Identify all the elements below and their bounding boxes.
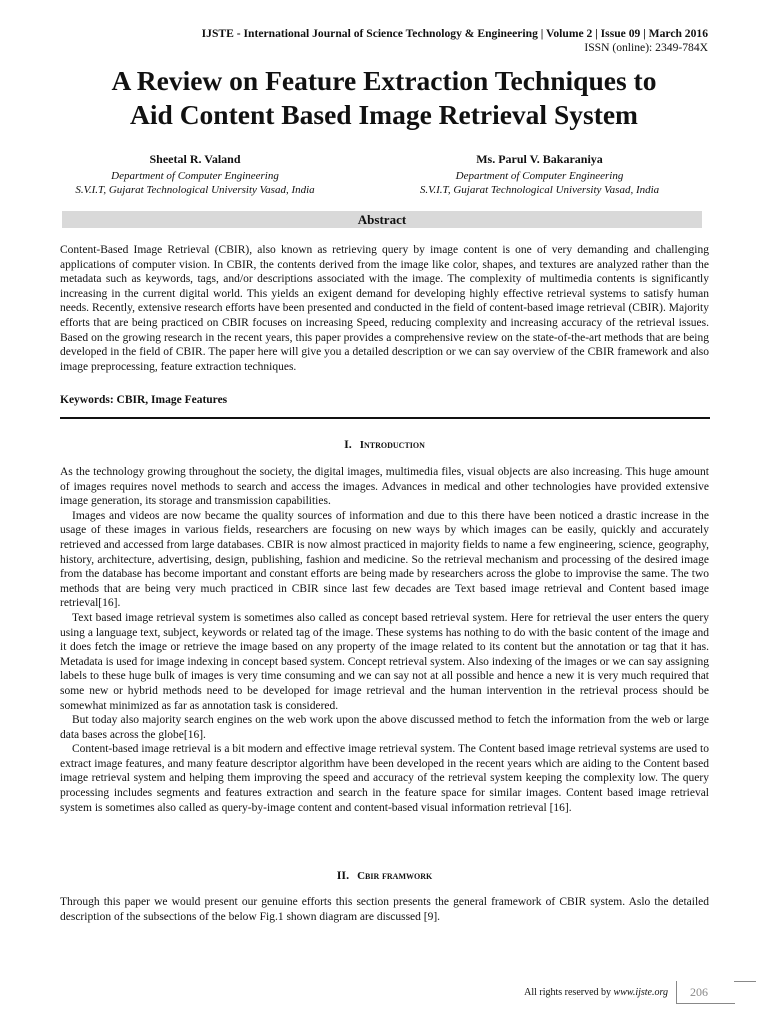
section-number: II. (336, 868, 350, 882)
paragraph: Text based image retrieval system is sometimes also called as concept based retrieval system. Here for retrieval the user enters the query using a language text, subject, keywords or related tag of the image. These systems has nothing to do with the basic content of the image and it does fetch the image or retrieve the image based on any property of the image related to its content but the annotation or tag that it has. Metadata is used for image indexing in concept based system. Concept retrieval system. Also indexing of the images or we can say assigning labels to these huge bulk of images is very time consuming and we can say not at all possible and hence a new it is very much required that some new or hybrid methods need to be developed for image retrieval and the human intervention in the retrieval process should be somewhat minimized as far as annotation task is considered. (60, 611, 709, 712)
title-line-1: A Review on Feature Extraction Techniques to (111, 65, 657, 96)
paragraph: Content-based image retrieval is a bit modern and effective image retrieval system. The Content based image retrieval systems are used to extract image features, and many feature descriptor algorithm have been developed in the recent years which are aiding to the Content based image retrieval system and helping them improving the speed and accuracy of the retrieval system keeping the complexity low. The query processing includes segments and features extraction and search in the feature space for similar images. Content based image retrieval system is sometimes also called as query-by-image content and content-based visual information retrieval [16]. (60, 743, 709, 814)
paragraph: But today also majority search engines on the web work upon the above discussed method to fetch the information from the web or large data bases across the globe[16]. (60, 714, 709, 741)
paper-title (40, 64, 728, 132)
divider-rule (60, 417, 710, 419)
title-line-2: Aid Content Based Image Retrieval System (130, 99, 638, 130)
issn-line: ISSN (online): 2349-784X (584, 41, 708, 54)
page-corner-line (734, 981, 756, 1004)
author-2 (397, 152, 682, 197)
author-name: Sheetal R. Valand (149, 152, 241, 166)
author-1 (60, 152, 330, 197)
framework-body (60, 895, 709, 924)
author-department: Department of Computer Engineering (111, 170, 279, 182)
paragraph: Images and videos are now became the quality sources of information and due to this there have been noticed a drastic increase in the usage of these images in various fields, researchers are focusing on new ways by which images can be easily, quickly and accurately retrieved and accessed from large databases. CBIR is now almost practiced in majority fields to name a few engineering, science, geography, history, architecture, advertising, design, publishing, fashion and medicine. So the retrieval mechanism and processing of the desired image from the database has become important and constant efforts are being made by researchers across the globe to improvise the same. The two methods that are being very much practiced in CBIR since last few decades are Text based image retrieval and Content based image retrieval[16]. (60, 509, 709, 610)
paragraph: Through this paper we would present our genuine efforts this section presents the general framework of CBIR system. Aslo the detailed description of the subsections of the below Fig.1 shown diagram are discussed [9]. (60, 896, 709, 923)
rights-text: All rights reserved by (524, 987, 614, 998)
abstract-text (60, 243, 709, 374)
section-heading-framework (60, 868, 709, 883)
author-institution: S.V.I.T, Gujarat Technological University Vasad, India (75, 184, 315, 196)
introduction-body (60, 465, 709, 815)
author-institution: S.V.I.T, Gujarat Technological University Vasad, India (419, 184, 660, 196)
section-title: Cbir framwork (357, 870, 433, 882)
abstract-paragraph: Content-Based Image Retrieval (CBIR), also known as retrieving query by image content is one of very demanding and challenging applications of computer vision. In CBIR, the contents derived from the image like color, shapes, and textures are analyzed rather than the metadata such as keywords, tags, and/or descriptions associated with the image. The complexity of multimedia contents is significantly increasing in the current digital world. This yields an exigent demand for developing highly effective retrieval systems to satisfy human needs. Recently, extensive research efforts have been presented and conducted in the field of content-based image retrieval (CBIR). Majority efforts that are being practiced on CBIR focuses on increasing Speed, reducing complexity and increasing accuracy of the retrieval issues. Based on the growing research in the recent years, this paper provides a comprehensive review on the state-of-the-art methods that are being developed in the field of CBIR. The paper here will give you a detailed description or we can say overview of the CBIR framework and also image preprocessing, feature extraction techniques. (60, 244, 709, 373)
author-department: Department of Computer Engineering (455, 170, 624, 182)
section-heading-introduction (60, 437, 709, 452)
section-title: Introduction (359, 439, 425, 451)
site-link[interactable]: www.ijste.org (613, 987, 668, 998)
keywords: Keywords: CBIR, Image Features (60, 394, 228, 406)
page-number: 206 (690, 985, 708, 999)
abstract-heading: Abstract (62, 211, 702, 228)
paragraph: As the technology growing throughout the society, the digital images, multimedia files, visual objects are also increasing. This huge amount of images requires novel methods to search and access the images. Advances in medical and other technologies have provided extensive image generation, its storage and transmission capabilities. (60, 466, 709, 508)
section-number: I. (344, 437, 352, 451)
footer-rights (524, 987, 668, 998)
journal-header: IJSTE - International Journal of Science Technology & Engineering | Volume 2 | Issue 09 | March 2016 (201, 27, 708, 40)
author-name: Ms. Parul V. Bakaraniya (476, 152, 603, 166)
